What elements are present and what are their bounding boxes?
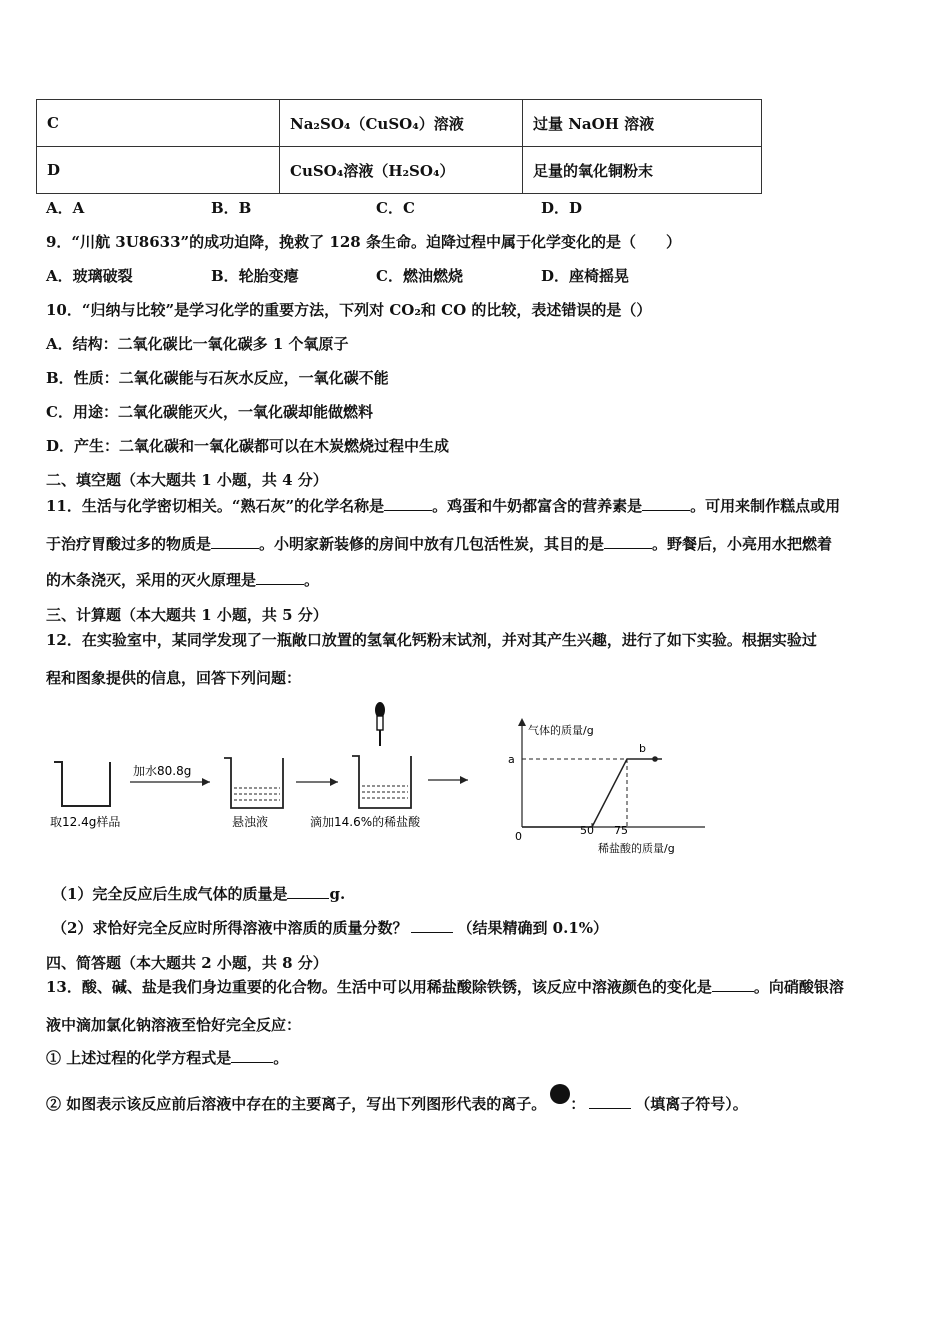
answer-blank[interactable]	[589, 1094, 631, 1109]
q13-sub2	[46, 1094, 748, 1114]
experiment-diagram	[40, 696, 490, 836]
gas-mass-chart	[500, 712, 720, 857]
arrowhead-icon	[460, 776, 468, 784]
options-table	[36, 99, 762, 194]
q9-stem: 9．“川航 3U8633”的成功迫降，挽救了 128 条生命。迫降过程中属于化学变化的是（ ）	[46, 233, 681, 251]
q12-sub1-text: （1）完全反应后生成气体的质量是	[52, 885, 288, 903]
q12-line-1: 12．在实验室中，某同学发现了一瓶敞口放置的氢氧化钙粉末试剂，并对其产生兴趣，进行了如下实验。根据实验过	[46, 631, 817, 649]
chart-point-label-b: b	[639, 742, 646, 755]
chart-origin-label: 0	[515, 830, 522, 843]
beaker-with-suspension-icon	[224, 758, 283, 808]
table-cell-substance: CuSO₄溶液（H₂SO₄）	[280, 147, 523, 194]
arrowhead-icon	[202, 778, 210, 786]
q13-sub1-text: ① 上述过程的化学方程式是	[46, 1049, 232, 1067]
answer-blank[interactable]	[231, 1048, 273, 1063]
section-heading-fill-in: 二、填空题（本大题共 1 小题，共 4 分）	[46, 471, 328, 489]
q13-text: 。向硝酸银溶	[753, 978, 844, 996]
q13-sub2-colon: ：	[570, 1095, 586, 1113]
q10-choice-d: D．产生：二氧化碳和一氧化碳都可以在木炭燃烧过程中生成	[46, 437, 450, 455]
choice-b: B．轮胎变瘪	[211, 267, 299, 285]
chart-x-tick-75: 75	[614, 824, 628, 837]
q10-choice-b: B．性质：二氧化碳能与石灰水反应，一氧化碳不能	[46, 369, 389, 387]
q11-line-3	[46, 570, 319, 590]
q11-text: 的木条浇灭，采用的灭火原理是	[46, 571, 257, 589]
q11-text: 。鸡蛋和牛奶都富含的营养素是	[432, 497, 643, 515]
q11-text: 11．生活与化学密切相关。“熟石灰”的化学名称是	[46, 497, 385, 515]
step1-label: 取12.4g样品	[50, 815, 121, 829]
choice-b: B．B	[211, 199, 252, 217]
table-cell-label: D	[37, 147, 280, 194]
q8-choices	[46, 198, 582, 218]
answer-blank[interactable]	[256, 570, 304, 585]
chart-ylabel: 气体的质量/g	[528, 724, 594, 737]
q13-sub1-end: 。	[273, 1049, 289, 1067]
q12-sub1	[52, 884, 345, 904]
arrowhead-icon	[330, 778, 338, 786]
table-cell-substance: Na₂SO₄（CuSO₄）溶液	[280, 100, 523, 147]
choice-d: D．D	[541, 199, 583, 217]
chart-point-b	[652, 756, 658, 762]
choice-c: C．燃油燃烧	[376, 267, 463, 285]
section-heading-calculation: 三、计算题（本大题共 1 小题，共 5 分）	[46, 606, 328, 624]
answer-blank[interactable]	[384, 496, 432, 511]
answer-blank[interactable]	[287, 884, 329, 899]
q11-line-1	[46, 496, 840, 516]
table-cell-reagent: 过量 NaOH 溶液	[523, 100, 762, 147]
table-row	[37, 100, 762, 147]
q13-line-1	[46, 977, 844, 997]
q12-sub2-text: （2）求恰好完全反应时所得溶液中溶质的质量分数？	[52, 919, 408, 937]
table-cell-label: C	[37, 100, 280, 147]
step2-label: 悬浊液	[232, 815, 269, 829]
q11-text: 。	[304, 571, 320, 589]
answer-blank[interactable]	[211, 534, 259, 549]
chart-y-tick-a: a	[508, 753, 515, 766]
chart-x-tick-50: 50	[580, 824, 594, 837]
q11-text: 。野餐后，小亮用水把燃着	[652, 535, 833, 553]
q13-sub2-text: ② 如图表示该反应前后溶液中存在的主要离子，写出下列图形代表的离子。	[46, 1095, 547, 1113]
choice-a: A．A	[46, 199, 85, 217]
q10-choice-a: A．结构：二氧化碳比一氧化碳多 1 个氧原子	[46, 335, 349, 353]
beaker-icon	[54, 762, 110, 806]
q11-line-2	[46, 534, 832, 554]
step3-label: 滴加14.6%的稀盐酸	[310, 815, 421, 829]
q10-stem: 10．“归纳与比较”是学习化学的重要方法，下列对 CO₂和 CO 的比较，表述错误的是（）	[46, 301, 652, 319]
q13-line-2: 液中滴加氯化钠溶液至恰好完全反应：	[46, 1016, 302, 1034]
q13-text: 13．酸、碱、盐是我们身边重要的化合物。生活中可以用稀盐酸除铁锈，该反应中溶液颜色的变化是	[46, 978, 712, 996]
q11-text: 。小明家新装修的房间中放有几包活性炭，其目的是	[259, 535, 605, 553]
q11-text: 。可用来制作糕点或用	[690, 497, 841, 515]
answer-blank[interactable]	[712, 977, 754, 992]
arrow1-label: 加水80.8g	[133, 764, 192, 778]
q13-sub1	[46, 1048, 288, 1068]
choice-a: A．玻璃破裂	[46, 267, 133, 285]
table-cell-reagent: 足量的氧化铜粉末	[523, 147, 762, 194]
q12-sub2-note: （结果精确到 0.1%）	[457, 919, 609, 937]
q12-line-2: 程和图象提供的信息，回答下列问题：	[46, 669, 302, 687]
answer-blank[interactable]	[642, 496, 690, 511]
ion-circle-icon	[550, 1084, 570, 1104]
q12-sub2	[52, 918, 608, 938]
table-row	[37, 147, 762, 194]
q13-sub2-end: （填离子符号）。	[635, 1095, 748, 1113]
beaker-with-dropper-icon	[352, 702, 411, 808]
chart-series-line	[522, 759, 662, 827]
answer-blank[interactable]	[604, 534, 652, 549]
choice-d: D．座椅摇晃	[541, 267, 630, 285]
q9-choices	[46, 266, 629, 286]
choice-c: C．C	[376, 199, 415, 217]
q12-sub1-unit: g.	[329, 885, 346, 903]
q11-text: 于治疗胃酸过多的物质是	[46, 535, 212, 553]
section-heading-short-answer: 四、简答题（本大题共 2 小题，共 8 分）	[46, 954, 328, 972]
q10-choice-c: C．用途：二氧化碳能灭火，一氧化碳却能做燃料	[46, 403, 373, 421]
chart-xlabel: 稀盐酸的质量/g	[598, 842, 675, 855]
answer-blank[interactable]	[411, 918, 453, 933]
